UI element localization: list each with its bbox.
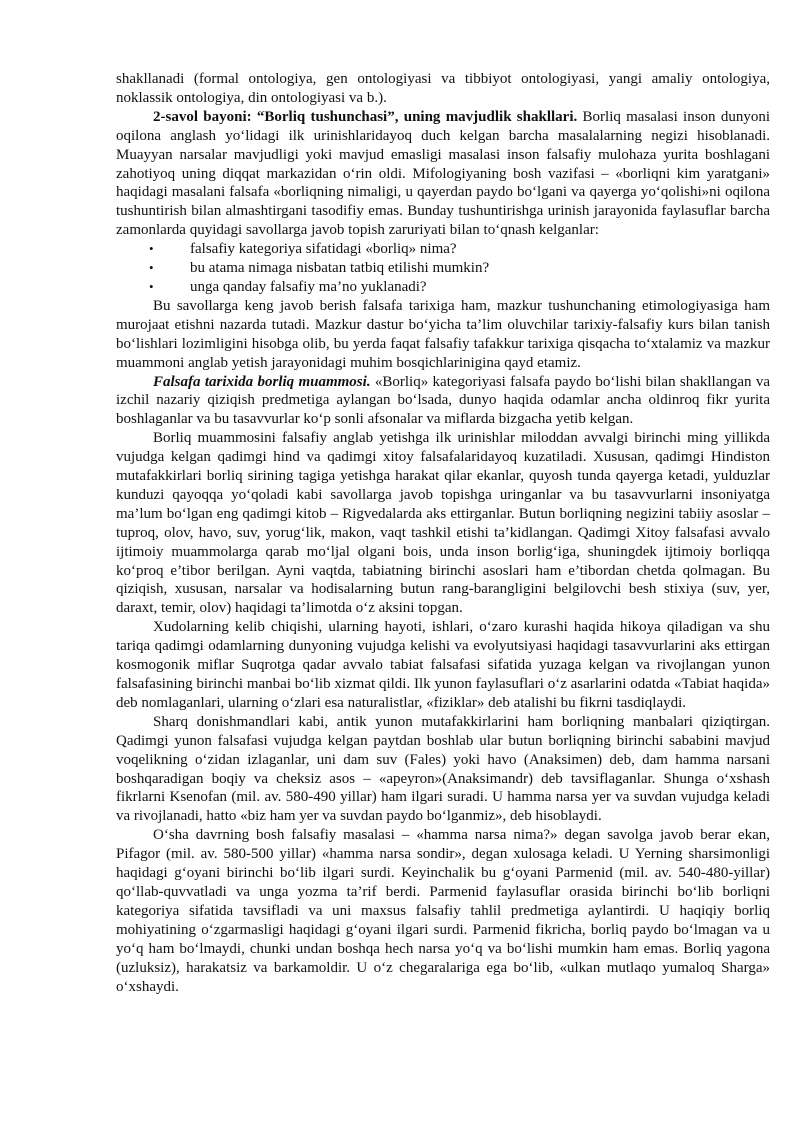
bullet-icon: • <box>149 260 154 276</box>
paragraph-etymology: Bu savollarga keng javob berish falsafa tarixiga ham, mazkur tushunchaning etimologiyasiga ham murojaat etishni nazarda tutadi. Mazkur dastur bo‘yicha ta’lim oluvchilar tarixiy-falsafiy kurs bilan tanish bo‘lishlari lozimligini hisobga olib, bu yerda faqat falsafiy tafakkur tarixiga qisqacha to‘xtalamiz va mazkur muammoni anglab yetish jarayonidagi muhim bosqichlarinigina qayd etamiz. <box>116 297 770 371</box>
section-heading-borliq-tushunchasi: 2-savol bayoni: “Borliq tushunchasi”, uning mavjudlik shakllari. <box>153 108 578 125</box>
paragraph-intro: shakllanadi (formal ontologiya, gen ontologiyasi va tibbiyot ontologiyasi, yangi amaliy ontologiya, noklassik ontologiya, din ontologiyasi va b.). <box>116 71 770 106</box>
bullet-icon: • <box>149 241 154 257</box>
list-item-text: unga qanday falsafiy ma’no yuklanadi? <box>190 278 427 295</box>
list-item <box>116 259 770 278</box>
paragraph-pythagoras-parmenides: O‘sha davrning bosh falsafiy masalasi – «hamma narsa nima?» degan savolga javob berar ekan, Pifagor (mil. av. 580-500 yillar) «hamma narsa sondir», degan xulosaga keladi. U Yerning sharsimonligi haqidagi g‘oyani birinchi bo‘lib ilgari surdi. Keyinchalik bu g‘oyani Parmenid (mil. av. 540-480-yillar) qo‘llab-quvvatladi va unga yozma ta’rif berdi. Parmenid faylasuflar orasida birinchi bo‘lib borliqni kategoriya sifatida tavsifladi va uni maxsus falsafiy tahlil predmetiga aylantirdi. U haqiqiy borliq mohiyatining o‘zgarmasligi haqidagi g‘oyani ilgari surdi. Parmenid fikricha, borliq paydo bo‘lmagan va u yo‘q ham bo‘lmaydi, chunki undan boshqa hech narsa yo‘q va bo‘lishi mumkin ham emas. Borliq yagona (uzluksiz), harakatsiz va barkamoldir. U o‘z chegaralariga ega bo‘lib, «ulkan mutlaqo yumaloq Sharga» o‘xshaydi. <box>116 827 770 995</box>
paragraph-eastern-philosophy: Borliq muammosini falsafiy anglab yetishga ilk urinishlar miloddan avvalgi birinchi ming yillikda vujudga kelgan qadimgi hind va qadimgi xitoy falsafalaridayoq kuzatiladi. Xususan, qadimgi Hindiston mutafakkirlari borliq sirining tagiga yetishga harakat qilar ekanlar, quyosh tunda qayerga ketadi, yulduzlar kunduzi qayoqqa yo‘qoladi kabi savollarga javob topishga uringanlar va bu tasavvurlarni insoniyatga ma’lum bo‘lgan eng qadimgi kitob – Rigvedalarda aks ettirganlar. Butun borliqning negizini tabiiy asoslar – tuproq, olov, havo, suv, yorug‘lik, makon, vaqt tashkil etishi ta’kidlangan. Qadimgi Xitoy falsafasi avvalo ijtimoiy muammolarga qarab mo‘ljal olgani bois, unda inson borlig‘iga, shuningdek ijtimoiy borliqqa ko‘proq e’tibor berilgan. Ayni vaqtda, tabiatning birinchi asoslari ham e’tibordan chetda qolmagan. Bu qiziqish, xususan, narsalar va hodisalarning butun rang-barangligini belgilovchi besh stixiya (suv, yer, daraxt, temir, olov) haqidagi ta’limotda o‘z aksini topgan. <box>116 430 770 617</box>
list-item <box>116 278 770 297</box>
paragraph-greek-philosophy: Sharq donishmandlari kabi, antik yunon mutafakkirlarini ham borliqning manbalari qiziqtirgan. Qadimgi yunon falsafasi vujudga kelgan paytdan boshlab ular butun borliqning birinchi sababini mavjud voqelikning o‘zidan izlaganlar, uni dam suv (Fales) yoki havo (Anaksimen) deb, dam hamma narsani boshqaradigan boqiy va cheksiz asos – «apeyron»(Anaksimandr) deb tavsiflaganlar. Shunga o‘xshash fikrlarni Ksenofan (mil. av. 580-490 yillar) ham ilgari suradi. U hamma narsa yer va suvdan vujudga keladi va rivojlanadi, hatto «biz ham yer va suvdan paydo bo‘lganmiz», deb hisoblaydi. <box>116 713 770 825</box>
bullet-icon: • <box>149 278 154 294</box>
paragraph-text: Borliq masalasi inson dunyoni oqilona anglash yo‘lidagi ilk urinishlaridayoq duch kelgan barcha masalalarning negizi hisoblanadi. Muayyan narsalar mavjudligi yoki mavjud emasligi masalasi inson falsafiy mulohaza yurita boshlagani zahotiyoq uning diqqat markazidan o‘rin oldi. Mifologiyaning bosh vazifasi – «borliqni kim yaratgani» haqidagi masalani falsafa «borliqning nimaligi, u qayerdan paydo bo‘lgani va qayerga yo‘qolishi»ni oqilona tushuntirish bilan almashtirgani tasodifiy emas. Bunday tushuntirishga urinish jarayonida faylasuflar barcha zamonlarda quyidagi savollarga javob topish zaruriyati bilan to‘qnash kelganlar: <box>116 108 770 239</box>
paragraph-text: «Borliq» kategoriyasi falsafa paydo bo‘lishi bilan shakllangan va izchil nazariy qiziqish predmetiga aylangan bo‘lsada, dunyo haqida odamlar ancha oldinroq fikr yurita boshlaganlar va bu tasavvurlar ko‘p sonli afsonalar va miflarda bizgacha yetib kelgan. <box>116 373 771 428</box>
paragraph-question-2 <box>116 108 770 240</box>
list-item-text: falsafiy kategoriya sifatidagi «borliq» nima? <box>190 241 457 258</box>
paragraph-cosmogonic-myths: Xudolarning kelib chiqishi, ularning hayoti, ishlari, o‘zaro kurashi haqida hikoya qiladigan va shu tariqa qadimgi odamlarning dunyoning vujudga kelishi va evolyutsiyasi haqidagi tasavvurlarini aks ettirgan kosmogonik miflar Suqrotga qadar avvalo tabiat falsafasi sifatida yuzaga kelgan va rivojlangan yunon falsafasining birinchi manbai bo‘lib xizmat qildi. Ilk yunon faylasuflari o‘z asarlarini odatda «Tabiat haqida» deb nomlaganlari, ularning o‘zlari esa naturalistlar, «fiziklar» deb atalishi bu fikrni tasdiqlaydi. <box>116 619 770 711</box>
list-item-text: bu atama nimaga nisbatan tatbiq etilishi mumkin? <box>190 260 490 277</box>
section-heading-falsafa-tarixi: Falsafa tarixida borliq muammosi. <box>153 373 371 390</box>
question-list <box>116 240 770 297</box>
paragraph-history <box>116 373 770 430</box>
list-item <box>116 240 770 259</box>
